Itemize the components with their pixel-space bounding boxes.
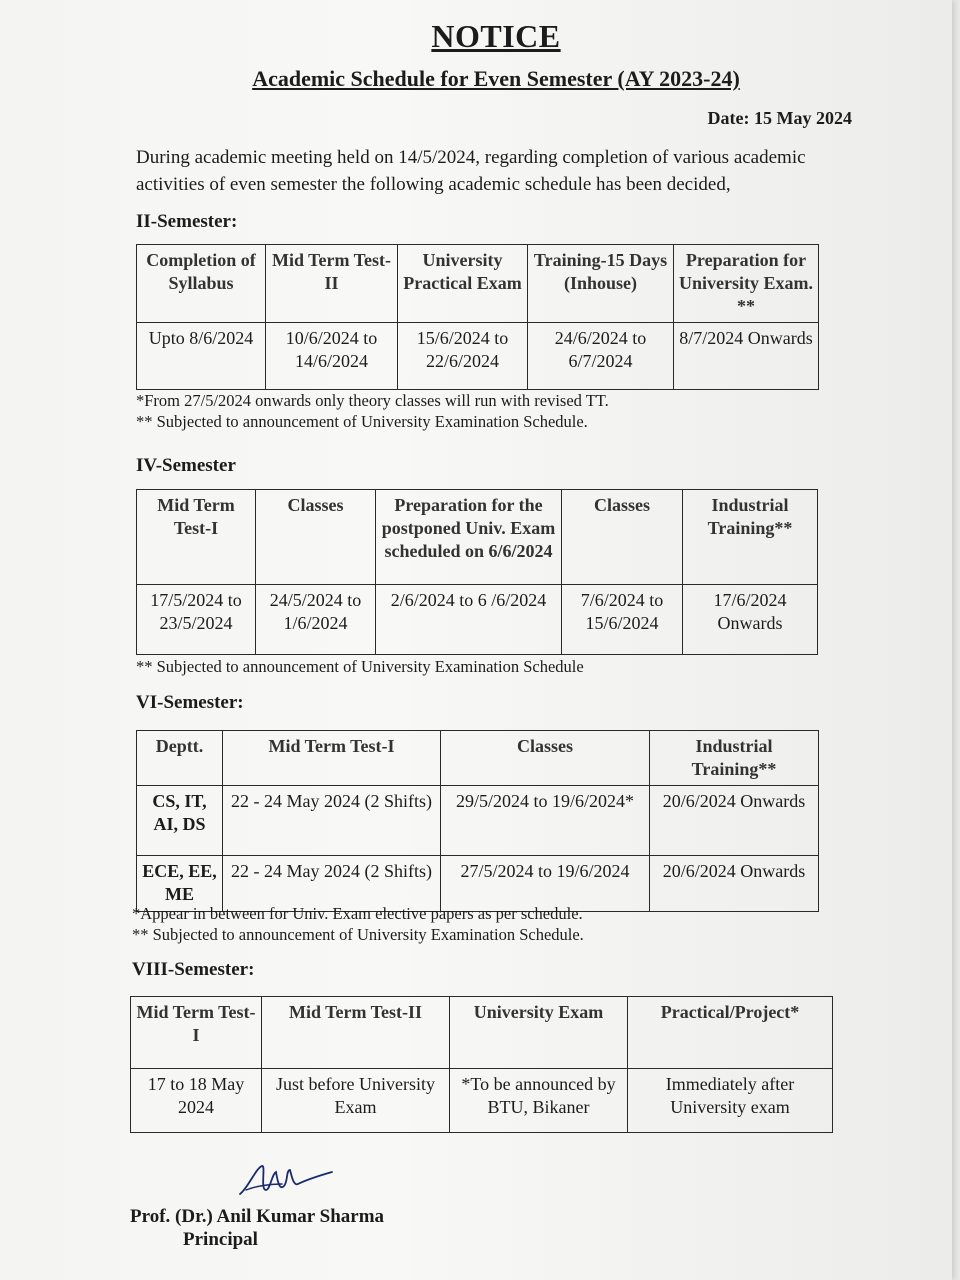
signatory-name: Prof. (Dr.) Anil Kumar Sharma [130,1206,385,1227]
sem8-cell: Immediately after University exam [628,1069,833,1133]
sem2-cell: 10/6/2024 to 14/6/2024 [266,323,398,390]
sem4-cell: 2/6/2024 to 6 /6/2024 [376,585,562,655]
sem2-heading: II-Semester: [136,211,238,232]
intro-paragraph: During academic meeting held on 14/5/2024, regarding completion of various academic activities of even semester the following academic schedule has been decided, [136,147,806,195]
sem6-cell: 22 - 24 May 2024 (2 Shifts) [223,856,441,912]
sem8-heading: VIII-Semester: [132,959,255,980]
sem6-table [136,730,819,912]
sem4-cell: 24/5/2024 to 1/6/2024 [256,585,376,655]
sem4-header-cell: Industrial Training** [683,490,818,585]
sem2-header-cell: Preparation for University Exam. ** [674,245,819,323]
sem6-heading: VI-Semester: [136,692,244,713]
sem8-table [130,996,833,1133]
sem2-cell: 15/6/2024 to 22/6/2024 [398,323,528,390]
sem8-header-cell: Practical/Project* [628,997,833,1069]
sem2-table [136,244,819,390]
sem2-cell: 8/7/2024 Onwards [674,323,819,390]
sem4-cell: 17/5/2024 to 23/5/2024 [137,585,256,655]
table-row [137,786,819,856]
sem6-dept-cell: ECE, EE, ME [137,856,223,912]
sem2-header-cell: Completion of Syllabus [137,245,266,323]
sem4-cell: 7/6/2024 to 15/6/2024 [562,585,683,655]
notice-subtitle: Academic Schedule for Even Semester (AY 2023-24) [252,66,740,91]
sem6-note-2: ** Subjected to announcement of University Examination Schedule. [132,925,584,944]
sem6-cell: 20/6/2024 Onwards [650,856,819,912]
sem4-header-row [137,490,818,585]
sem2-note-2: ** Subjected to announcement of University Examination Schedule. [136,412,588,431]
sem2-header-cell: University Practical Exam [398,245,528,323]
sem6-note-1: *Appear in between for Univ. Exam elective papers as per schedule. [132,904,583,923]
sem8-header-row [131,997,833,1069]
sem4-cell: 17/6/2024 Onwards [683,585,818,655]
sem6-header-cell: Classes [441,731,650,786]
sem4-header-cell: Classes [562,490,683,585]
sem2-header-cell: Mid Term Test-II [266,245,398,323]
table-row [131,1069,833,1133]
notice-date: Date: 15 May 2024 [707,108,852,128]
sem6-header-cell: Deptt. [137,731,223,786]
sem8-cell: *To be announced by BTU, Bikaner [450,1069,628,1133]
sem6-cell: 27/5/2024 to 19/6/2024 [441,856,650,912]
sem6-cell: 22 - 24 May 2024 (2 Shifts) [223,786,441,856]
sem6-cell: 29/5/2024 to 19/6/2024* [441,786,650,856]
sem6-header-row [137,731,819,786]
sem4-header-cell: Classes [256,490,376,585]
sem6-cell: 20/6/2024 Onwards [650,786,819,856]
sem4-heading: IV-Semester [136,455,236,476]
sem2-cell: 24/6/2024 to 6/7/2024 [528,323,674,390]
sem4-header-cell: Preparation for the postponed Univ. Exam scheduled on 6/6/2024 [376,490,562,585]
sem2-cell: Upto 8/6/2024 [137,323,266,390]
sem2-header-cell: Training-15 Days (Inhouse) [528,245,674,323]
signature-mark [236,1160,336,1202]
sem2-note-1: *From 27/5/2024 onwards only theory classes will run with revised TT. [136,391,609,410]
sem8-header-cell: University Exam [450,997,628,1069]
sem6-header-cell: Industrial Training** [650,731,819,786]
sem6-dept-cell: CS, IT, AI, DS [137,786,223,856]
sem8-header-cell: Mid Term Test-I [131,997,262,1069]
sem6-header-cell: Mid Term Test-I [223,731,441,786]
table-row [137,585,818,655]
notice-title: NOTICE [431,18,561,54]
signatory-title: Principal [183,1229,258,1250]
sem4-header-cell: Mid Term Test-I [137,490,256,585]
table-row [137,323,819,390]
sem2-header-row [137,245,819,323]
sem4-table [136,489,818,655]
sem4-note-1: ** Subjected to announcement of University Examination Schedule [136,657,584,676]
sem8-cell: Just before University Exam [262,1069,450,1133]
sem8-header-cell: Mid Term Test-II [262,997,450,1069]
sem8-cell: 17 to 18 May 2024 [131,1069,262,1133]
